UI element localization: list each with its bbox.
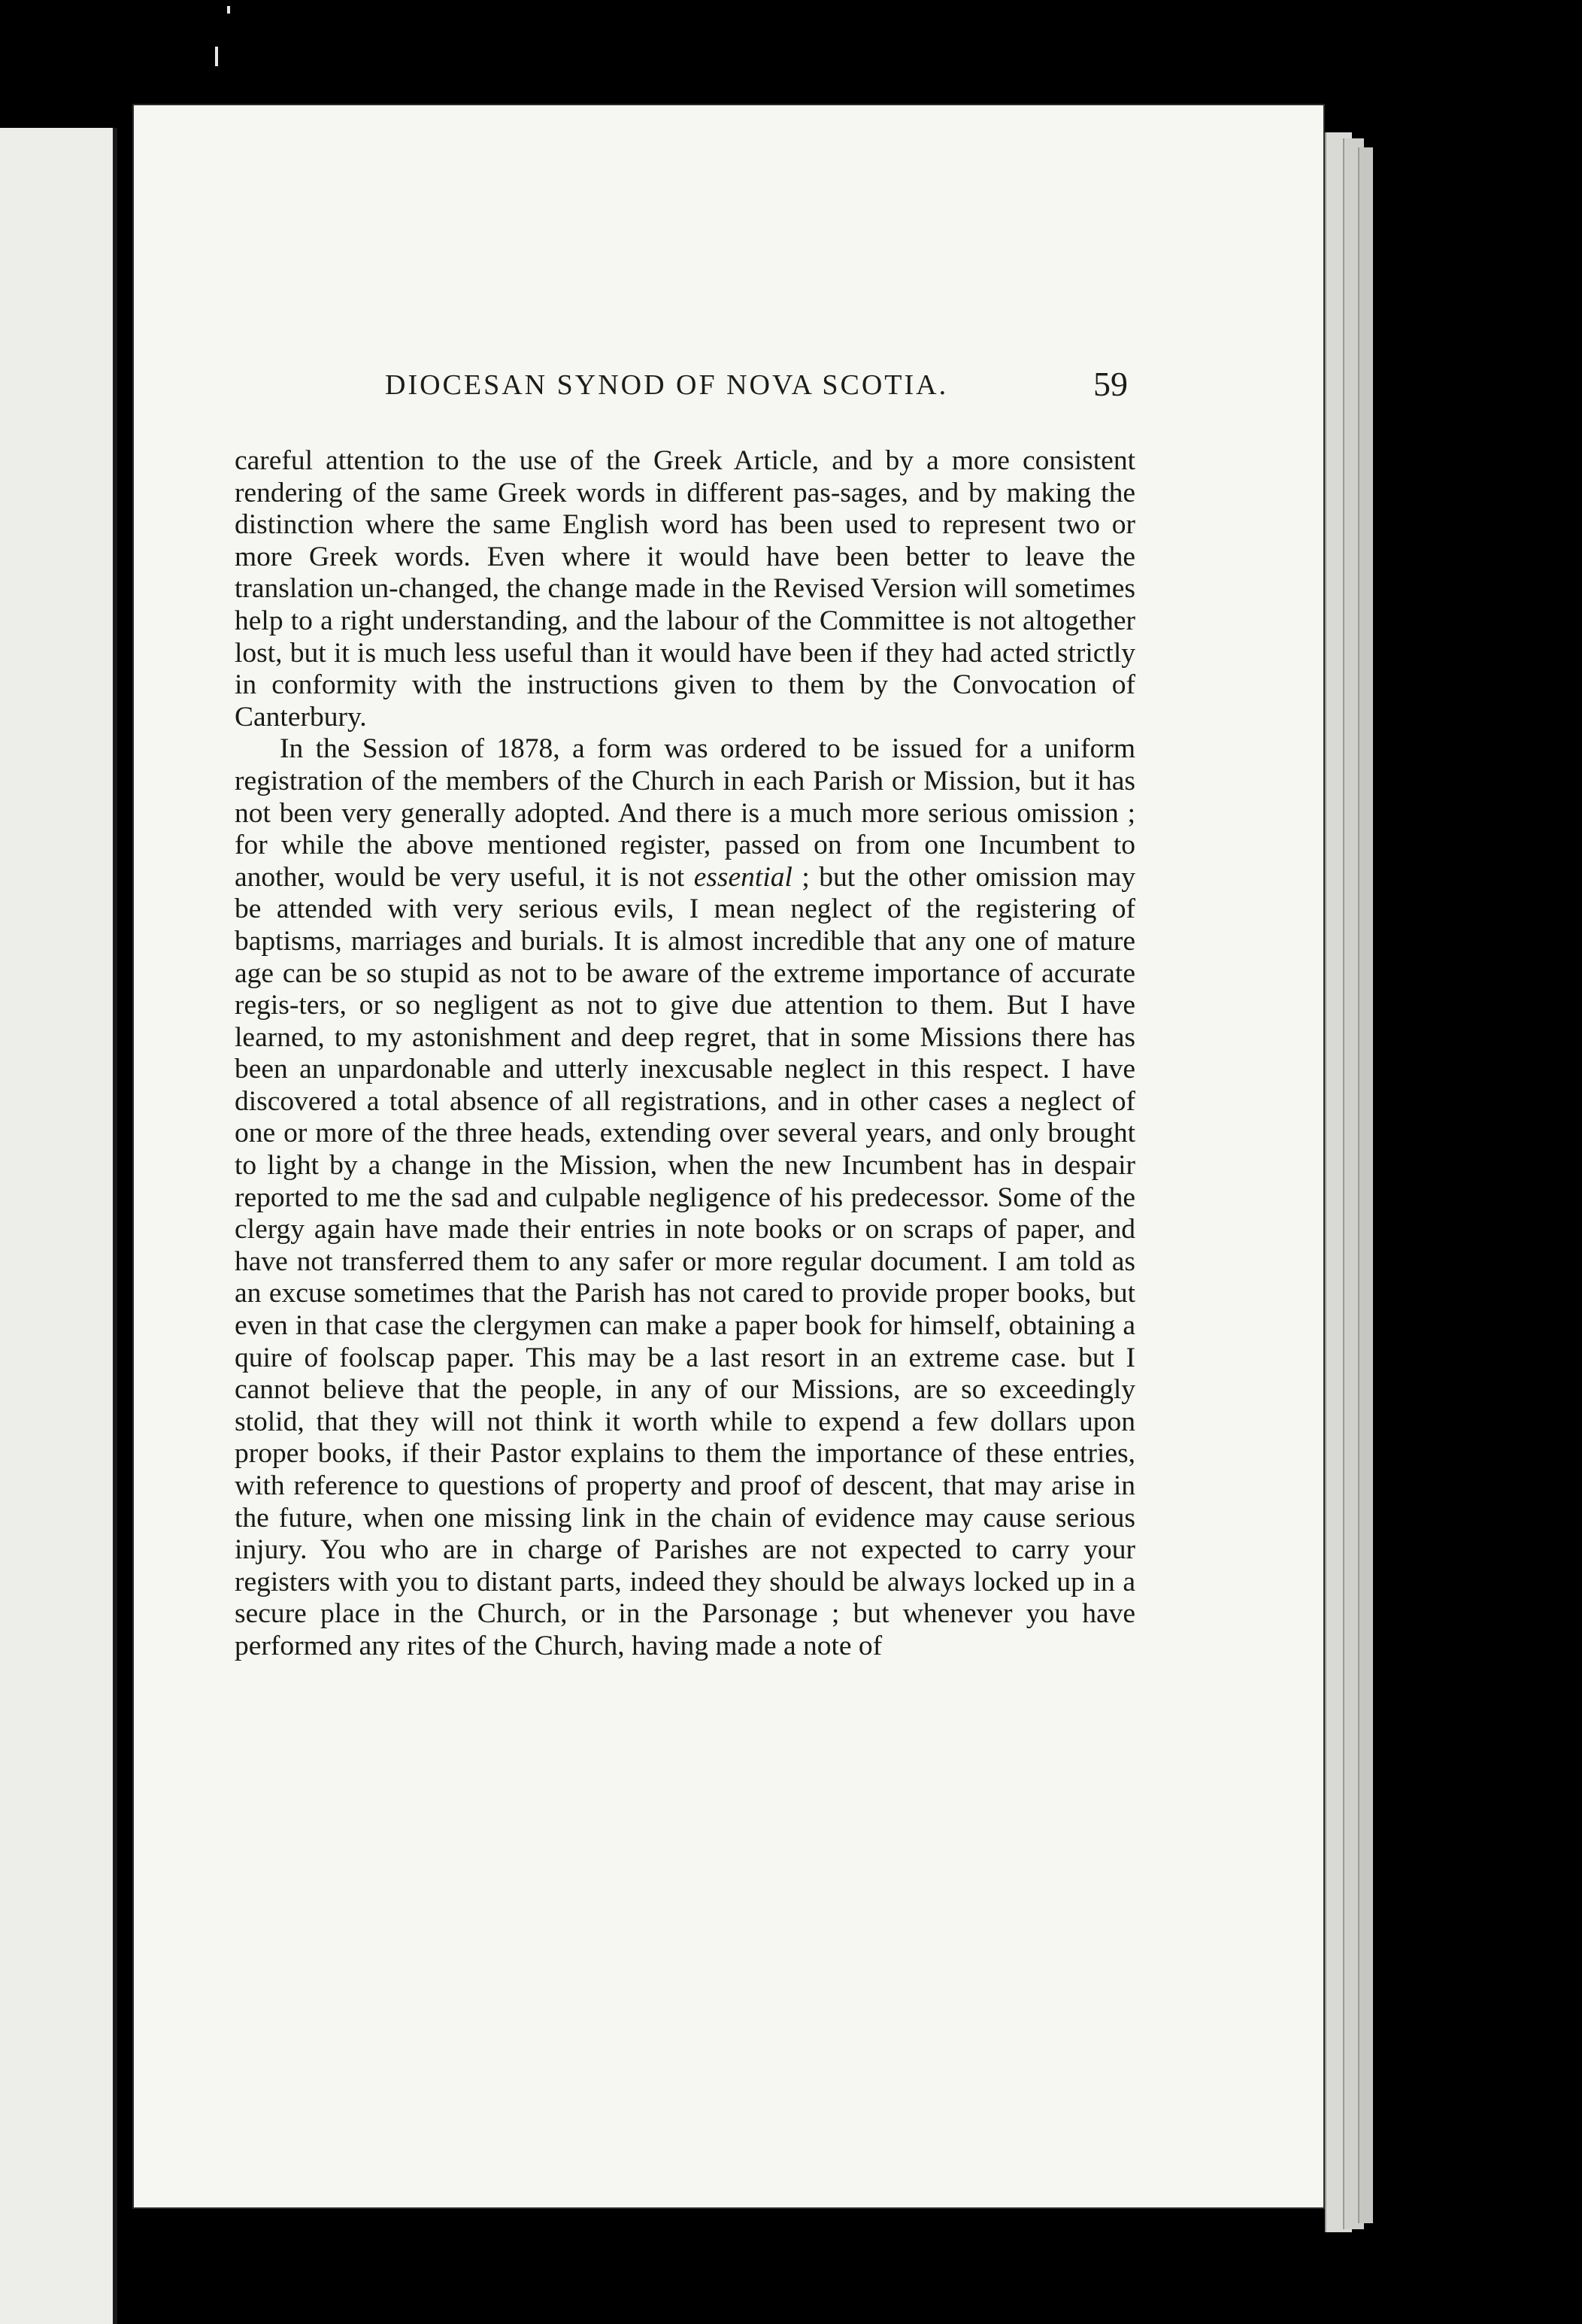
scan-mark	[215, 47, 218, 66]
page-edge	[1358, 147, 1373, 2223]
paragraph: careful attention to the use of the Greek Article, and by a more consistent rendering of the same Greek words in different pas-sages, and by making the distinction where the same English word has been used to represent two or more Greek words. Even where it would have been better to leave the translation un-changed, the change made in the Revised Version will sometimes help to a right understanding, and the labour of the Committee is not altogether lost, but it is much less useful than it would have been if they had acted strictly in conformity with the instructions given to them by the Convocation of Canterbury.	[235, 445, 1135, 733]
body-text	[235, 445, 1135, 1663]
paragraph-text: In the Session of 1878, a form was ordered to be issued for a uniform registration of the members of the Church in each Parish or Mission, but it has not been very generally adopted. And there is a much more serious omission ; for while the above mentioned register, passed on from one Incumbent to another, would be very useful, it is not	[235, 733, 1135, 893]
page-number: 59	[1093, 365, 1128, 403]
previous-page-edge	[0, 128, 117, 2324]
paragraph	[235, 733, 1135, 1662]
page-header	[250, 365, 1128, 414]
running-head: DIOCESAN SYNOD OF NOVA SCOTIA.	[385, 369, 949, 401]
paragraph-text: ; but the other omission may be attended with very serious evils, I mean neglect of the registering of baptisms, marriages and burials. It is almost incredible that any one of mature age can be so stupid as not to be aware of the extreme importance of accurate regis-ters, or so negligent as not to give due attention to them. But I have learned, to my astonishment and deep regret, that in some Missions there has been an unpardonable and utterly inexcusable neglect in this respect. I have discovered a total absence of all registrations, and in other cases a neglect of one or more of the three heads, extending over several years, and only brought to light by a change in the Mission, when the new Incumbent has in despair reported to me the sad and culpable negligence of his predecessor. Some of the clergy again have made their entries in note books or on scraps of paper, and have not transferred them to any safer or more regular document. I am told as an excuse sometimes that the Parish has not cared to provide proper books, but even in that case the clergymen can make a paper book for himself, obtaining a quire of foolscap paper. This may be a last resort in an extreme case. but I cannot believe that the people, in any of our Missions, are so exceedingly stolid, that they will not think it worth while to expend a few dollars upon proper books, if their Pastor explains to them the importance of these entries, with reference to questions of property and proof of descent, that may arise in the future, when one missing link in the chain of evidence may cause serious injury. You who are in charge of Parishes are not expected to carry your registers with you to distant parts, indeed they should be always locked up in a secure place in the Church, or in the Parsonage ; but whenever you have performed any rites of the Church, having made a note of	[235, 861, 1135, 1661]
scan-mark	[227, 6, 230, 14]
emphasis-text: essential	[693, 861, 793, 893]
